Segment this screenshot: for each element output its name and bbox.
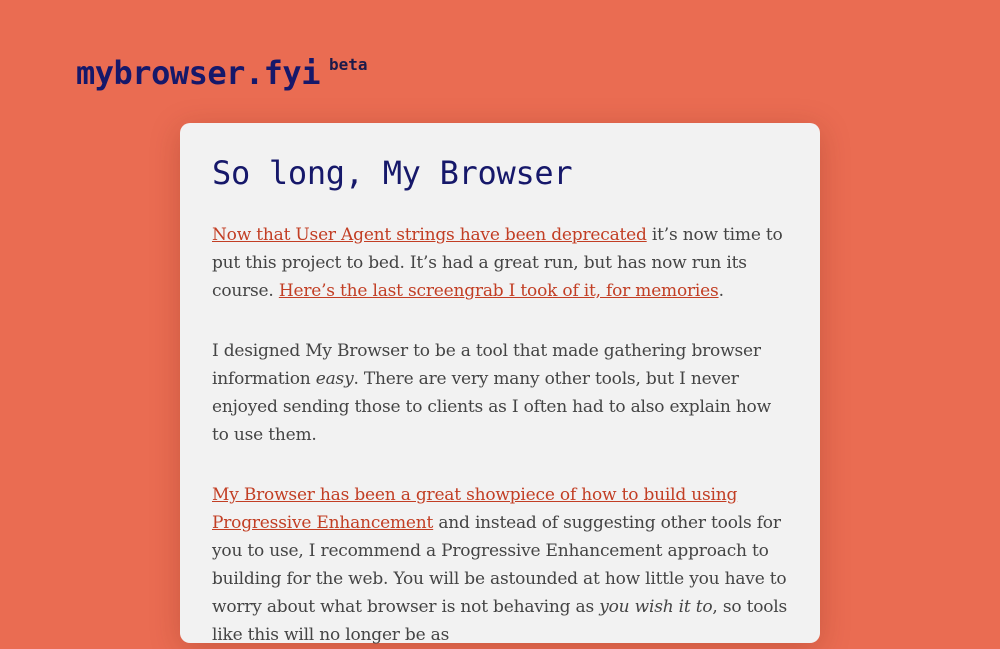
emphasis-text: you wish it to bbox=[599, 597, 713, 617]
paragraph-text: , so tools like this will no longer be as bbox=[212, 597, 788, 645]
emphasis-text: easy bbox=[315, 369, 354, 389]
article-card bbox=[180, 123, 820, 643]
paragraph-text: and instead of suggesting other tools for you to use, I recommend a Progressive Enhancement approach to building for the web. You will be astounded at how little you have to worry about what browser is not behaving as bbox=[212, 513, 787, 617]
user-agent-deprecated-link[interactable]: Now that User Agent strings have been deprecated bbox=[212, 225, 647, 245]
article-title: So long, My Browser bbox=[212, 154, 573, 192]
paragraph-text: it’s now time to put this project to bed. It’s had a great run, but has now run its course. bbox=[212, 225, 783, 301]
last-screengrab-link[interactable]: Here’s the last screengrab I took of it, for memories bbox=[278, 281, 719, 301]
paragraph-progressive-enhancement bbox=[212, 481, 788, 649]
paragraph-text: . There are very many other tools, but I never enjoyed sending those to clients as I often had to also explain how to use them. bbox=[212, 369, 771, 445]
paragraph-text: I designed My Browser to be a tool that made gathering browser information bbox=[212, 341, 761, 389]
site-header bbox=[76, 50, 367, 96]
paragraph-design bbox=[212, 337, 788, 449]
progressive-enhancement-link[interactable]: My Browser has been a great showpiece of how to build using Progressive Enhancement bbox=[212, 485, 738, 533]
beta-badge: beta bbox=[328, 55, 368, 74]
site-logo-link[interactable]: mybrowser.fyi bbox=[76, 54, 320, 92]
paragraph-deprecation bbox=[212, 221, 788, 305]
paragraph-text: . bbox=[718, 281, 724, 301]
